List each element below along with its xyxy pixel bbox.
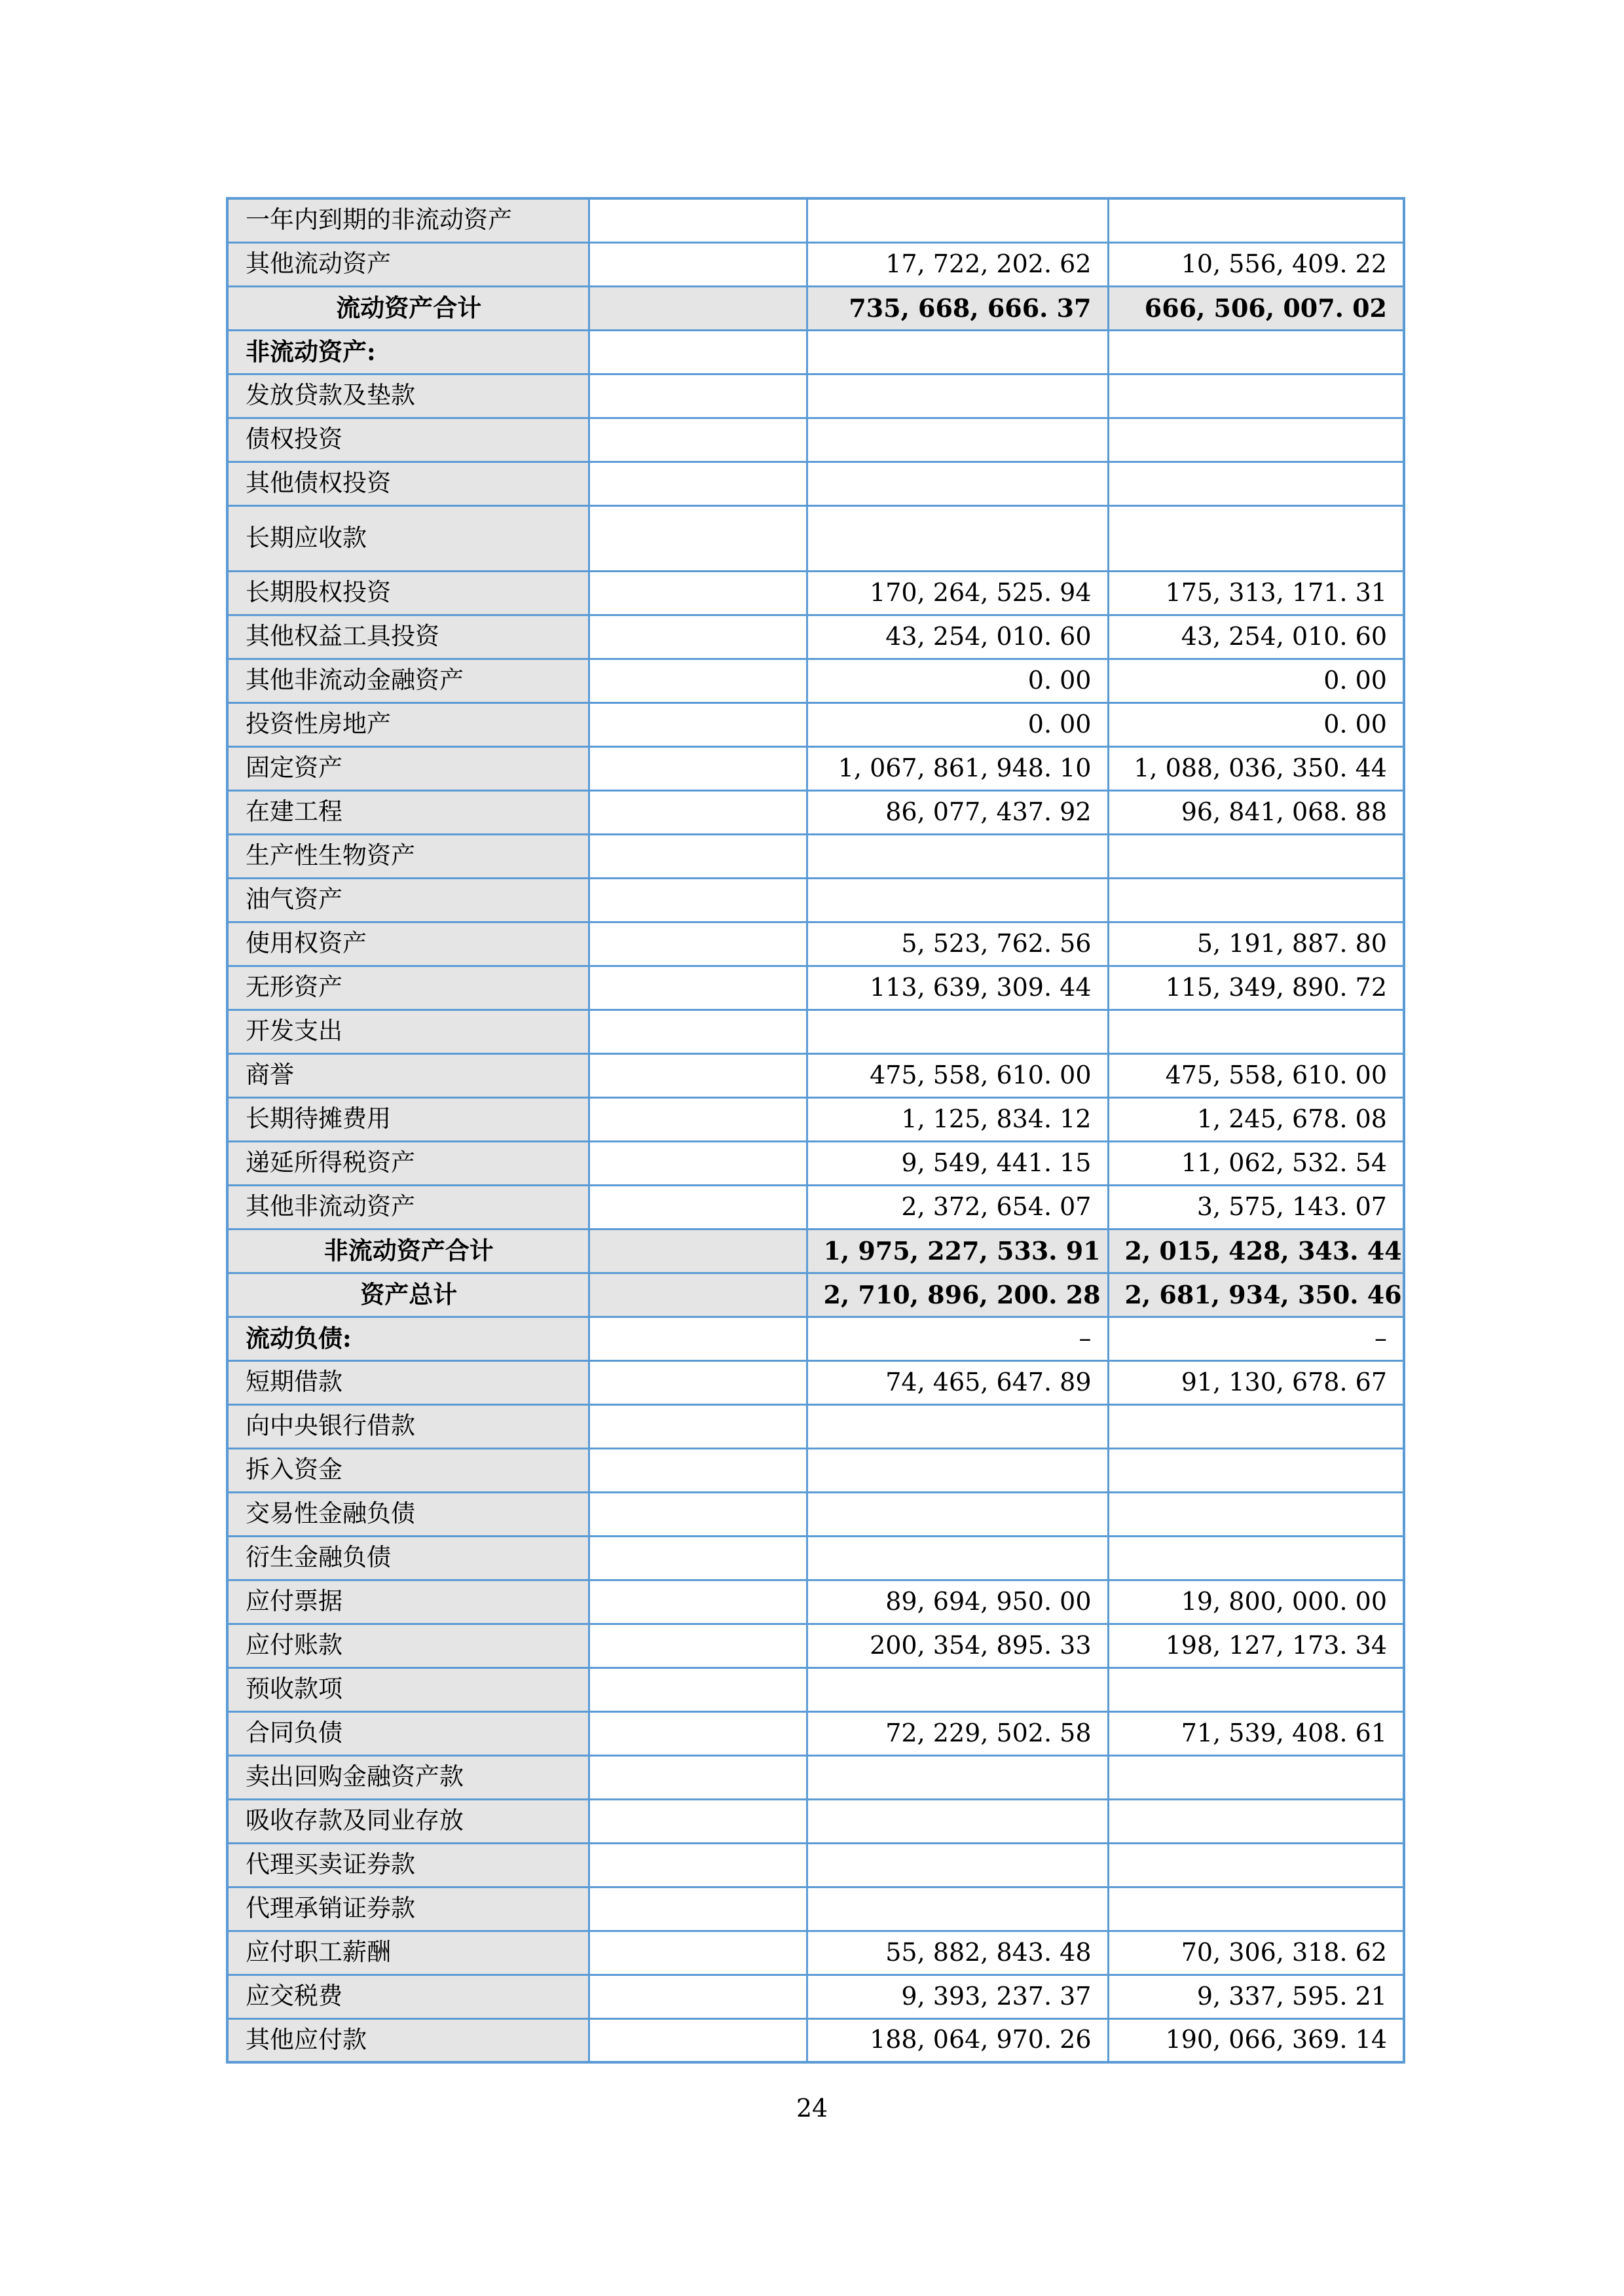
prior-period-cell: 10, 556, 409. 22 [1108, 242, 1404, 286]
note-cell [589, 1931, 807, 1975]
current-period-cell: 200, 354, 895. 33 [807, 1624, 1108, 1667]
note-cell [589, 1273, 807, 1317]
current-period-cell [807, 1536, 1108, 1580]
table-row [227, 966, 1404, 1010]
table-row [227, 2018, 1404, 2062]
table-row [227, 1843, 1404, 1887]
current-period-cell [807, 878, 1108, 922]
row-label-cell: 长期股权投资 [227, 571, 589, 615]
prior-period-cell: 115, 349, 890. 72 [1108, 966, 1404, 1010]
table-row [227, 286, 1404, 330]
row-label-cell: 递延所得税资产 [227, 1141, 589, 1185]
row-label-cell: 债权投资 [227, 418, 589, 462]
row-label-cell: 交易性金融负债 [227, 1492, 589, 1536]
note-cell [589, 571, 807, 615]
current-period-cell [807, 374, 1108, 418]
prior-period-cell: 475, 558, 610. 00 [1108, 1053, 1404, 1097]
current-period-cell [807, 1448, 1108, 1492]
prior-period-cell [1108, 1448, 1404, 1492]
note-cell [589, 615, 807, 659]
table-row [227, 462, 1404, 505]
prior-period-cell: 190, 066, 369. 14 [1108, 2018, 1404, 2062]
prior-period-cell: – [1108, 1317, 1404, 1360]
prior-period-cell: 19, 800, 000. 00 [1108, 1580, 1404, 1624]
row-label-cell: 发放贷款及垫款 [227, 374, 589, 418]
note-cell [589, 1097, 807, 1141]
current-period-cell: – [807, 1317, 1108, 1360]
current-period-cell: 9, 393, 237. 37 [807, 1975, 1108, 2018]
row-label-cell: 资产总计 [227, 1273, 589, 1317]
prior-period-cell: 70, 306, 318. 62 [1108, 1931, 1404, 1975]
row-label-cell: 其他债权投资 [227, 462, 589, 505]
row-label-cell: 使用权资产 [227, 922, 589, 966]
row-label-cell: 固定资产 [227, 746, 589, 790]
table-row [227, 1317, 1404, 1360]
note-cell [589, 834, 807, 878]
prior-period-cell: 0. 00 [1108, 702, 1404, 746]
note-cell [589, 746, 807, 790]
current-period-cell [807, 1887, 1108, 1931]
row-label-cell: 预收款项 [227, 1667, 589, 1711]
prior-period-cell: 9, 337, 595. 21 [1108, 1975, 1404, 2018]
prior-period-cell: 5, 191, 887. 80 [1108, 922, 1404, 966]
prior-period-cell [1108, 878, 1404, 922]
current-period-cell: 2, 372, 654. 07 [807, 1185, 1108, 1229]
balance-sheet-table [226, 197, 1405, 2064]
note-cell [589, 462, 807, 505]
note-cell [589, 1317, 807, 1360]
note-cell [589, 374, 807, 418]
current-period-cell: 0. 00 [807, 702, 1108, 746]
current-period-cell: 188, 064, 970. 26 [807, 2018, 1108, 2062]
row-label-cell: 其他非流动资产 [227, 1185, 589, 1229]
row-label-cell: 衍生金融负债 [227, 1536, 589, 1580]
current-period-cell: 113, 639, 309. 44 [807, 966, 1108, 1010]
prior-period-cell [1108, 834, 1404, 878]
row-label-cell: 代理承销证券款 [227, 1887, 589, 1931]
page-number: 24 [796, 2094, 828, 2123]
current-period-cell: 1, 125, 834. 12 [807, 1097, 1108, 1141]
prior-period-cell [1108, 462, 1404, 505]
note-cell [589, 1755, 807, 1799]
table-row [227, 418, 1404, 462]
row-label-cell: 流动资产合计 [227, 286, 589, 330]
current-period-cell: 2, 710, 896, 200. 28 [807, 1273, 1108, 1317]
table-row [227, 1273, 1404, 1317]
prior-period-cell: 43, 254, 010. 60 [1108, 615, 1404, 659]
prior-period-cell: 96, 841, 068. 88 [1108, 790, 1404, 834]
note-cell [589, 286, 807, 330]
prior-period-cell [1108, 1404, 1404, 1448]
current-period-cell [807, 418, 1108, 462]
prior-period-cell [1108, 1755, 1404, 1799]
table-row [227, 1667, 1404, 1711]
note-cell [589, 242, 807, 286]
current-period-cell: 170, 264, 525. 94 [807, 571, 1108, 615]
prior-period-cell: 198, 127, 173. 34 [1108, 1624, 1404, 1667]
current-period-cell [807, 330, 1108, 374]
note-cell [589, 1141, 807, 1185]
row-label-cell: 应付职工薪酬 [227, 1931, 589, 1975]
note-cell [589, 1010, 807, 1053]
table-row [227, 1053, 1404, 1097]
table-row [227, 1185, 1404, 1229]
note-cell [589, 1711, 807, 1755]
row-label-cell: 卖出回购金融资产款 [227, 1755, 589, 1799]
prior-period-cell: 0. 00 [1108, 659, 1404, 702]
prior-period-cell [1108, 1843, 1404, 1887]
row-label-cell: 流动负债: [227, 1317, 589, 1360]
row-label-cell: 短期借款 [227, 1360, 589, 1404]
table-row [227, 746, 1404, 790]
table-row [227, 1580, 1404, 1624]
note-cell [589, 1624, 807, 1667]
row-label-cell: 应付账款 [227, 1624, 589, 1667]
note-cell [589, 418, 807, 462]
prior-period-cell [1108, 1887, 1404, 1931]
table-row [227, 1755, 1404, 1799]
current-period-cell: 74, 465, 647. 89 [807, 1360, 1108, 1404]
note-cell [589, 1843, 807, 1887]
table-row [227, 615, 1404, 659]
current-period-cell: 9, 549, 441. 15 [807, 1141, 1108, 1185]
prior-period-cell: 666, 506, 007. 02 [1108, 286, 1404, 330]
table-row [227, 374, 1404, 418]
table-row [227, 1536, 1404, 1580]
current-period-cell: 0. 00 [807, 659, 1108, 702]
current-period-cell: 475, 558, 610. 00 [807, 1053, 1108, 1097]
prior-period-cell: 175, 313, 171. 31 [1108, 571, 1404, 615]
balance-sheet-body [227, 198, 1404, 2062]
table-row [227, 1887, 1404, 1931]
row-label-cell: 长期待摊费用 [227, 1097, 589, 1141]
prior-period-cell: 71, 539, 408. 61 [1108, 1711, 1404, 1755]
row-label-cell: 其他应付款 [227, 2018, 589, 2062]
note-cell [589, 1492, 807, 1536]
prior-period-cell: 2, 015, 428, 343. 44 [1108, 1229, 1404, 1273]
prior-period-cell [1108, 1010, 1404, 1053]
current-period-cell: 1, 975, 227, 533. 91 [807, 1229, 1108, 1273]
row-label-cell: 应交税费 [227, 1975, 589, 2018]
table-row [227, 1141, 1404, 1185]
current-period-cell [807, 462, 1108, 505]
row-label-cell: 油气资产 [227, 878, 589, 922]
table-row [227, 1931, 1404, 1975]
table-row [227, 1799, 1404, 1843]
table-row [227, 1492, 1404, 1536]
note-cell [589, 198, 807, 242]
current-period-cell: 86, 077, 437. 92 [807, 790, 1108, 834]
row-label-cell: 生产性生物资产 [227, 834, 589, 878]
prior-period-cell: 1, 088, 036, 350. 44 [1108, 746, 1404, 790]
note-cell [589, 966, 807, 1010]
prior-period-cell [1108, 374, 1404, 418]
note-cell [589, 1229, 807, 1273]
current-period-cell: 735, 668, 666. 37 [807, 286, 1108, 330]
prior-period-cell [1108, 1536, 1404, 1580]
row-label-cell: 长期应收款 [227, 505, 589, 571]
row-label-cell: 其他非流动金融资产 [227, 659, 589, 702]
table-row [227, 702, 1404, 746]
row-label-cell: 一年内到期的非流动资产 [227, 198, 589, 242]
current-period-cell [807, 1799, 1108, 1843]
note-cell [589, 1404, 807, 1448]
row-label-cell: 无形资产 [227, 966, 589, 1010]
note-cell [589, 878, 807, 922]
note-cell [589, 1799, 807, 1843]
table-row [227, 242, 1404, 286]
prior-period-cell [1108, 1799, 1404, 1843]
row-label-cell: 应付票据 [227, 1580, 589, 1624]
note-cell [589, 1185, 807, 1229]
row-label-cell: 吸收存款及同业存放 [227, 1799, 589, 1843]
prior-period-cell [1108, 505, 1404, 571]
current-period-cell: 89, 694, 950. 00 [807, 1580, 1108, 1624]
note-cell [589, 1580, 807, 1624]
current-period-cell [807, 1404, 1108, 1448]
note-cell [589, 505, 807, 571]
row-label-cell: 其他权益工具投资 [227, 615, 589, 659]
row-label-cell: 合同负债 [227, 1711, 589, 1755]
row-label-cell: 开发支出 [227, 1010, 589, 1053]
prior-period-cell [1108, 418, 1404, 462]
note-cell [589, 1536, 807, 1580]
row-label-cell: 非流动资产合计 [227, 1229, 589, 1273]
row-label-cell: 在建工程 [227, 790, 589, 834]
row-label-cell: 向中央银行借款 [227, 1404, 589, 1448]
table-row [227, 571, 1404, 615]
table-row [227, 659, 1404, 702]
prior-period-cell [1108, 1667, 1404, 1711]
current-period-cell: 17, 722, 202. 62 [807, 242, 1108, 286]
table-row [227, 1975, 1404, 2018]
note-cell [589, 1448, 807, 1492]
note-cell [589, 1667, 807, 1711]
current-period-cell: 72, 229, 502. 58 [807, 1711, 1108, 1755]
note-cell [589, 1053, 807, 1097]
row-label-cell: 投资性房地产 [227, 702, 589, 746]
table-row [227, 1711, 1404, 1755]
current-period-cell: 55, 882, 843. 48 [807, 1931, 1108, 1975]
current-period-cell [807, 198, 1108, 242]
table-row [227, 1624, 1404, 1667]
table-row [227, 922, 1404, 966]
table-row [227, 1360, 1404, 1404]
note-cell [589, 790, 807, 834]
note-cell [589, 1887, 807, 1931]
table-row [227, 505, 1404, 571]
note-cell [589, 922, 807, 966]
prior-period-cell [1108, 198, 1404, 242]
current-period-cell [807, 834, 1108, 878]
table-row [227, 1097, 1404, 1141]
prior-period-cell [1108, 330, 1404, 374]
table-row [227, 790, 1404, 834]
table-row [227, 1448, 1404, 1492]
prior-period-cell: 3, 575, 143. 07 [1108, 1185, 1404, 1229]
row-label-cell: 其他流动资产 [227, 242, 589, 286]
row-label-cell: 商誉 [227, 1053, 589, 1097]
table-row [227, 330, 1404, 374]
prior-period-cell: 11, 062, 532. 54 [1108, 1141, 1404, 1185]
note-cell [589, 702, 807, 746]
current-period-cell [807, 1755, 1108, 1799]
prior-period-cell: 91, 130, 678. 67 [1108, 1360, 1404, 1404]
note-cell [589, 1360, 807, 1404]
note-cell [589, 659, 807, 702]
table-row [227, 834, 1404, 878]
table-row [227, 198, 1404, 242]
current-period-cell [807, 1010, 1108, 1053]
table-row [227, 1229, 1404, 1273]
current-period-cell: 43, 254, 010. 60 [807, 615, 1108, 659]
row-label-cell: 非流动资产: [227, 330, 589, 374]
note-cell [589, 1975, 807, 2018]
current-period-cell [807, 1843, 1108, 1887]
current-period-cell: 1, 067, 861, 948. 10 [807, 746, 1108, 790]
prior-period-cell: 2, 681, 934, 350. 46 [1108, 1273, 1404, 1317]
table-row [227, 878, 1404, 922]
current-period-cell: 5, 523, 762. 56 [807, 922, 1108, 966]
table-row [227, 1404, 1404, 1448]
note-cell [589, 2018, 807, 2062]
current-period-cell [807, 1667, 1108, 1711]
row-label-cell: 代理买卖证券款 [227, 1843, 589, 1887]
row-label-cell: 拆入资金 [227, 1448, 589, 1492]
current-period-cell [807, 505, 1108, 571]
note-cell [589, 330, 807, 374]
prior-period-cell: 1, 245, 678. 08 [1108, 1097, 1404, 1141]
current-period-cell [807, 1492, 1108, 1536]
prior-period-cell [1108, 1492, 1404, 1536]
table-row [227, 1010, 1404, 1053]
